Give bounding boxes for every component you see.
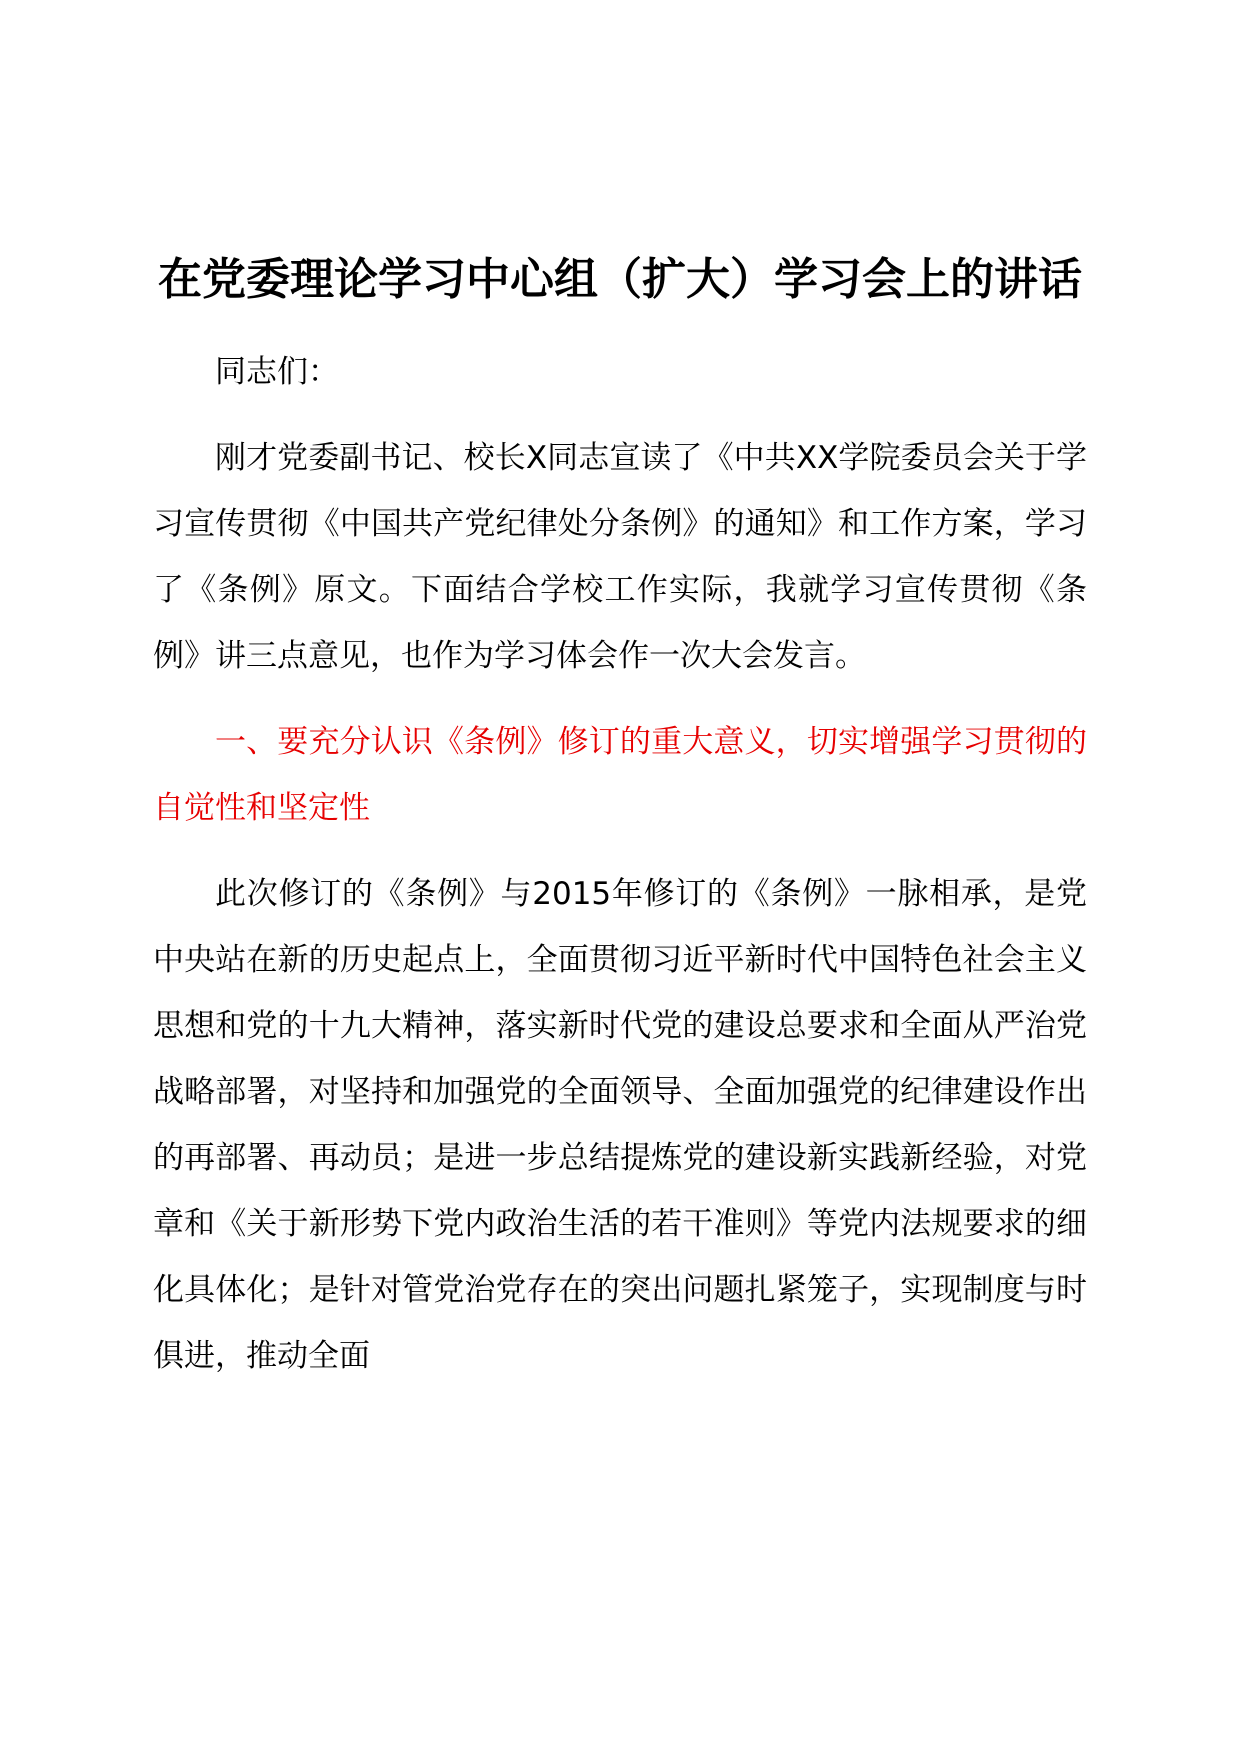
section-heading-1: 一、要充分认识《条例》修订的重大意义，切实增强学习贯彻的自觉性和坚定性 xyxy=(153,724,1087,826)
paragraph-intro: 刚才党委副书记、校长X同志宣读了《中共XX学院委员会关于学习宣传贯彻《中国共产党纪律处分条例》的通知》和工作方案，学习了《条例》原文。下面结合学校工作实际，我就学习宣传贯彻《条例》讲三点意见，也作为学习体会作一次大会发言。 xyxy=(153,440,1087,674)
salutation: 同志们： xyxy=(215,354,339,390)
paragraph-section-1: 此次修订的《条例》与2015年修订的《条例》一脉相承，是党中央站在新的历史起点上，全面贯彻习近平新时代中国特色社会主义思想和党的十九大精神，落实新时代党的建设总要求和全面从严治党战略部署，对坚持和加强党的全面领导、全面加强党的纪律建设作出的再部署、再动员；是进一步总结提炼党的建设新实践新经验，对党章和《关于新形势下党内政治生活的若干准则》等党内法规要求的细化具体化；是针对管党治党存在的突出问题扎紧笼子，实现制度与时俱进，推动全面 xyxy=(153,876,1087,1374)
document-title: 在党委理论学习中心组（扩大）学习会上的讲话 xyxy=(158,254,1082,305)
document-body xyxy=(153,247,1087,1389)
